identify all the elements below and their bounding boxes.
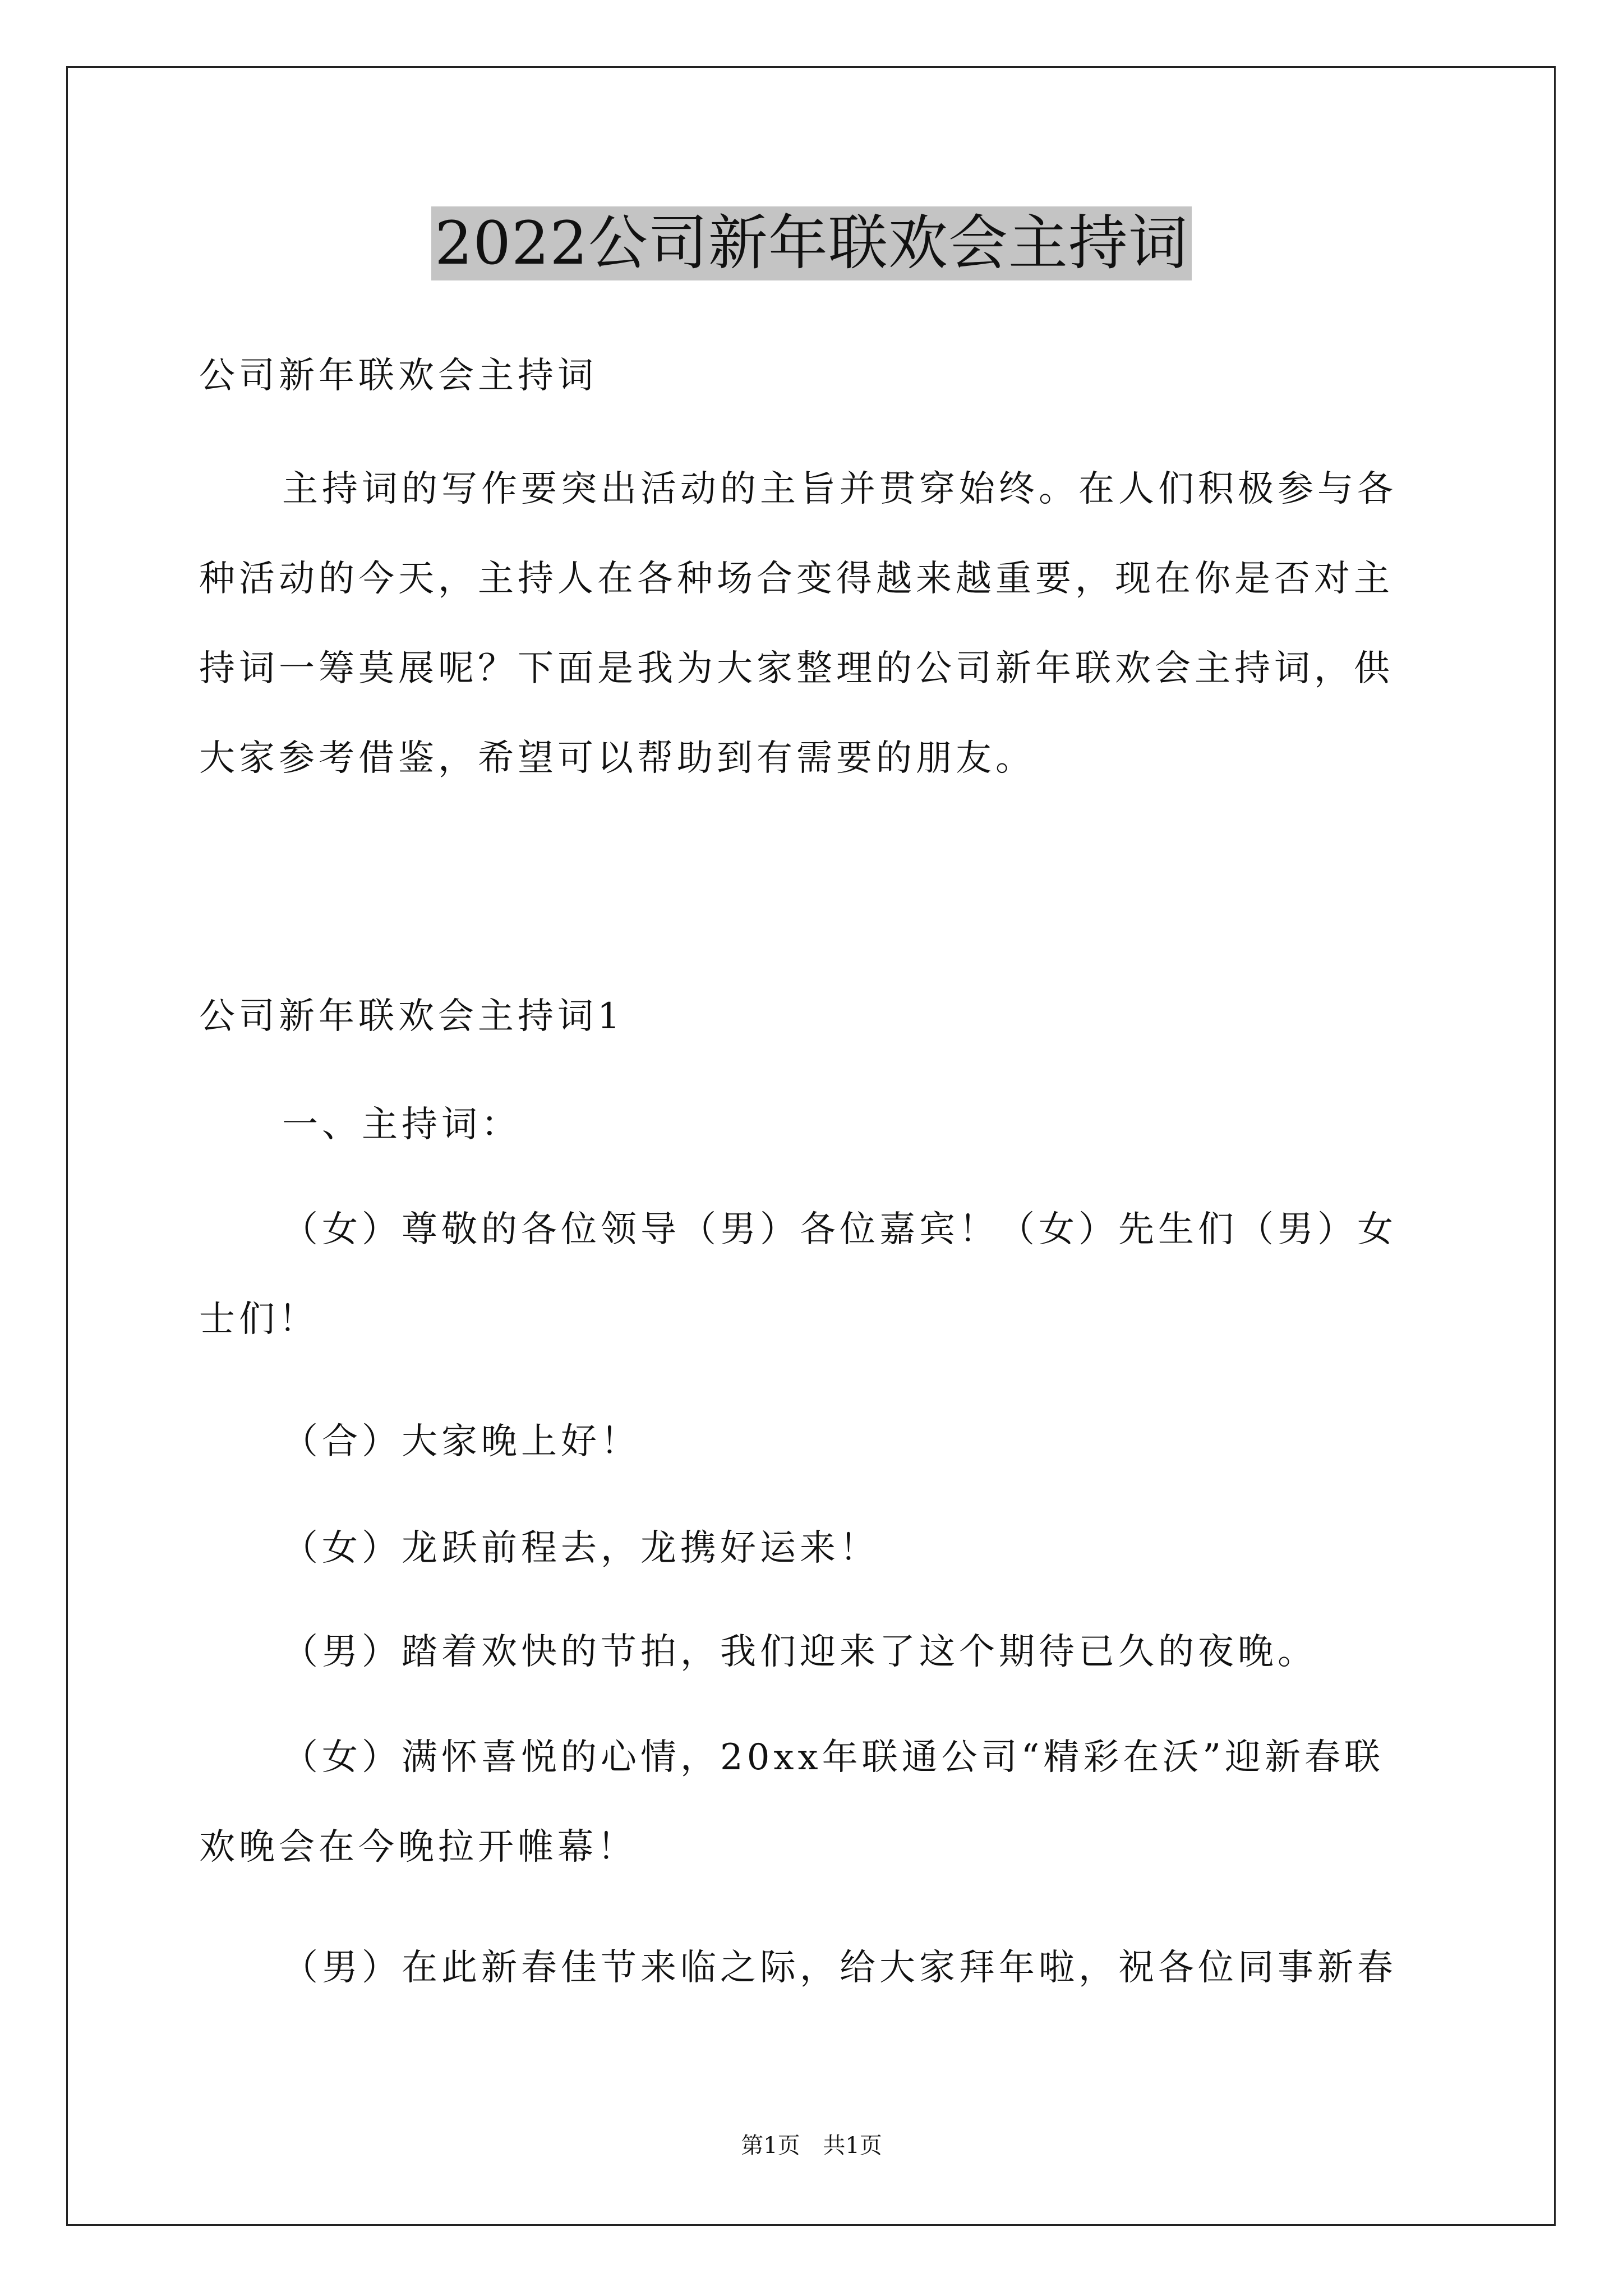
intro-paragraph: 主持词的写作要突出活动的主旨并贯穿始终。在人们积极参与各种活动的今天，主持人在各种场合变得越来越重要，现在你是否对主持词一筹莫展呢？下面是我为大家整理的公司新年联欢会主持词，供大家参考借鉴，希望可以帮助到有需要的朋友。 [199, 468, 1397, 779]
section-heading: 公司新年联欢会主持词1 [199, 996, 624, 1037]
dialogue-line-4: （男）踏着欢快的节拍，我们迎来了这个期待已久的夜晚。 [282, 1631, 1317, 1673]
title-container [0, 206, 1623, 280]
page-total: 共1页 [823, 2133, 882, 2159]
dialogue-line-5: （女）满怀喜悦的心情，20xx年联通公司“精彩在沃”迎新春联欢晚会在今晚拉开帷幕！ [199, 1737, 1385, 1868]
subtitle: 公司新年联欢会主持词 [199, 355, 597, 397]
dialogue-line-1: （女）尊敬的各位领导（男）各位嘉宾！（女）先生们（男）女士们！ [199, 1209, 1397, 1340]
document-title: 2022公司新年联欢会主持词 [431, 206, 1192, 280]
list-heading: 一、主持词： [282, 1104, 521, 1145]
page-number: 第1页 [741, 2133, 800, 2159]
dialogue-line-3: （女）龙跃前程去，龙携好运来！ [282, 1527, 879, 1569]
dialogue-line-2: （合）大家晚上好！ [282, 1421, 640, 1462]
dialogue-line-6: （男）在此新春佳节来临之际，给大家拜年啦，祝各位同事新春 [282, 1947, 1397, 1989]
page-footer [0, 2132, 1623, 2160]
